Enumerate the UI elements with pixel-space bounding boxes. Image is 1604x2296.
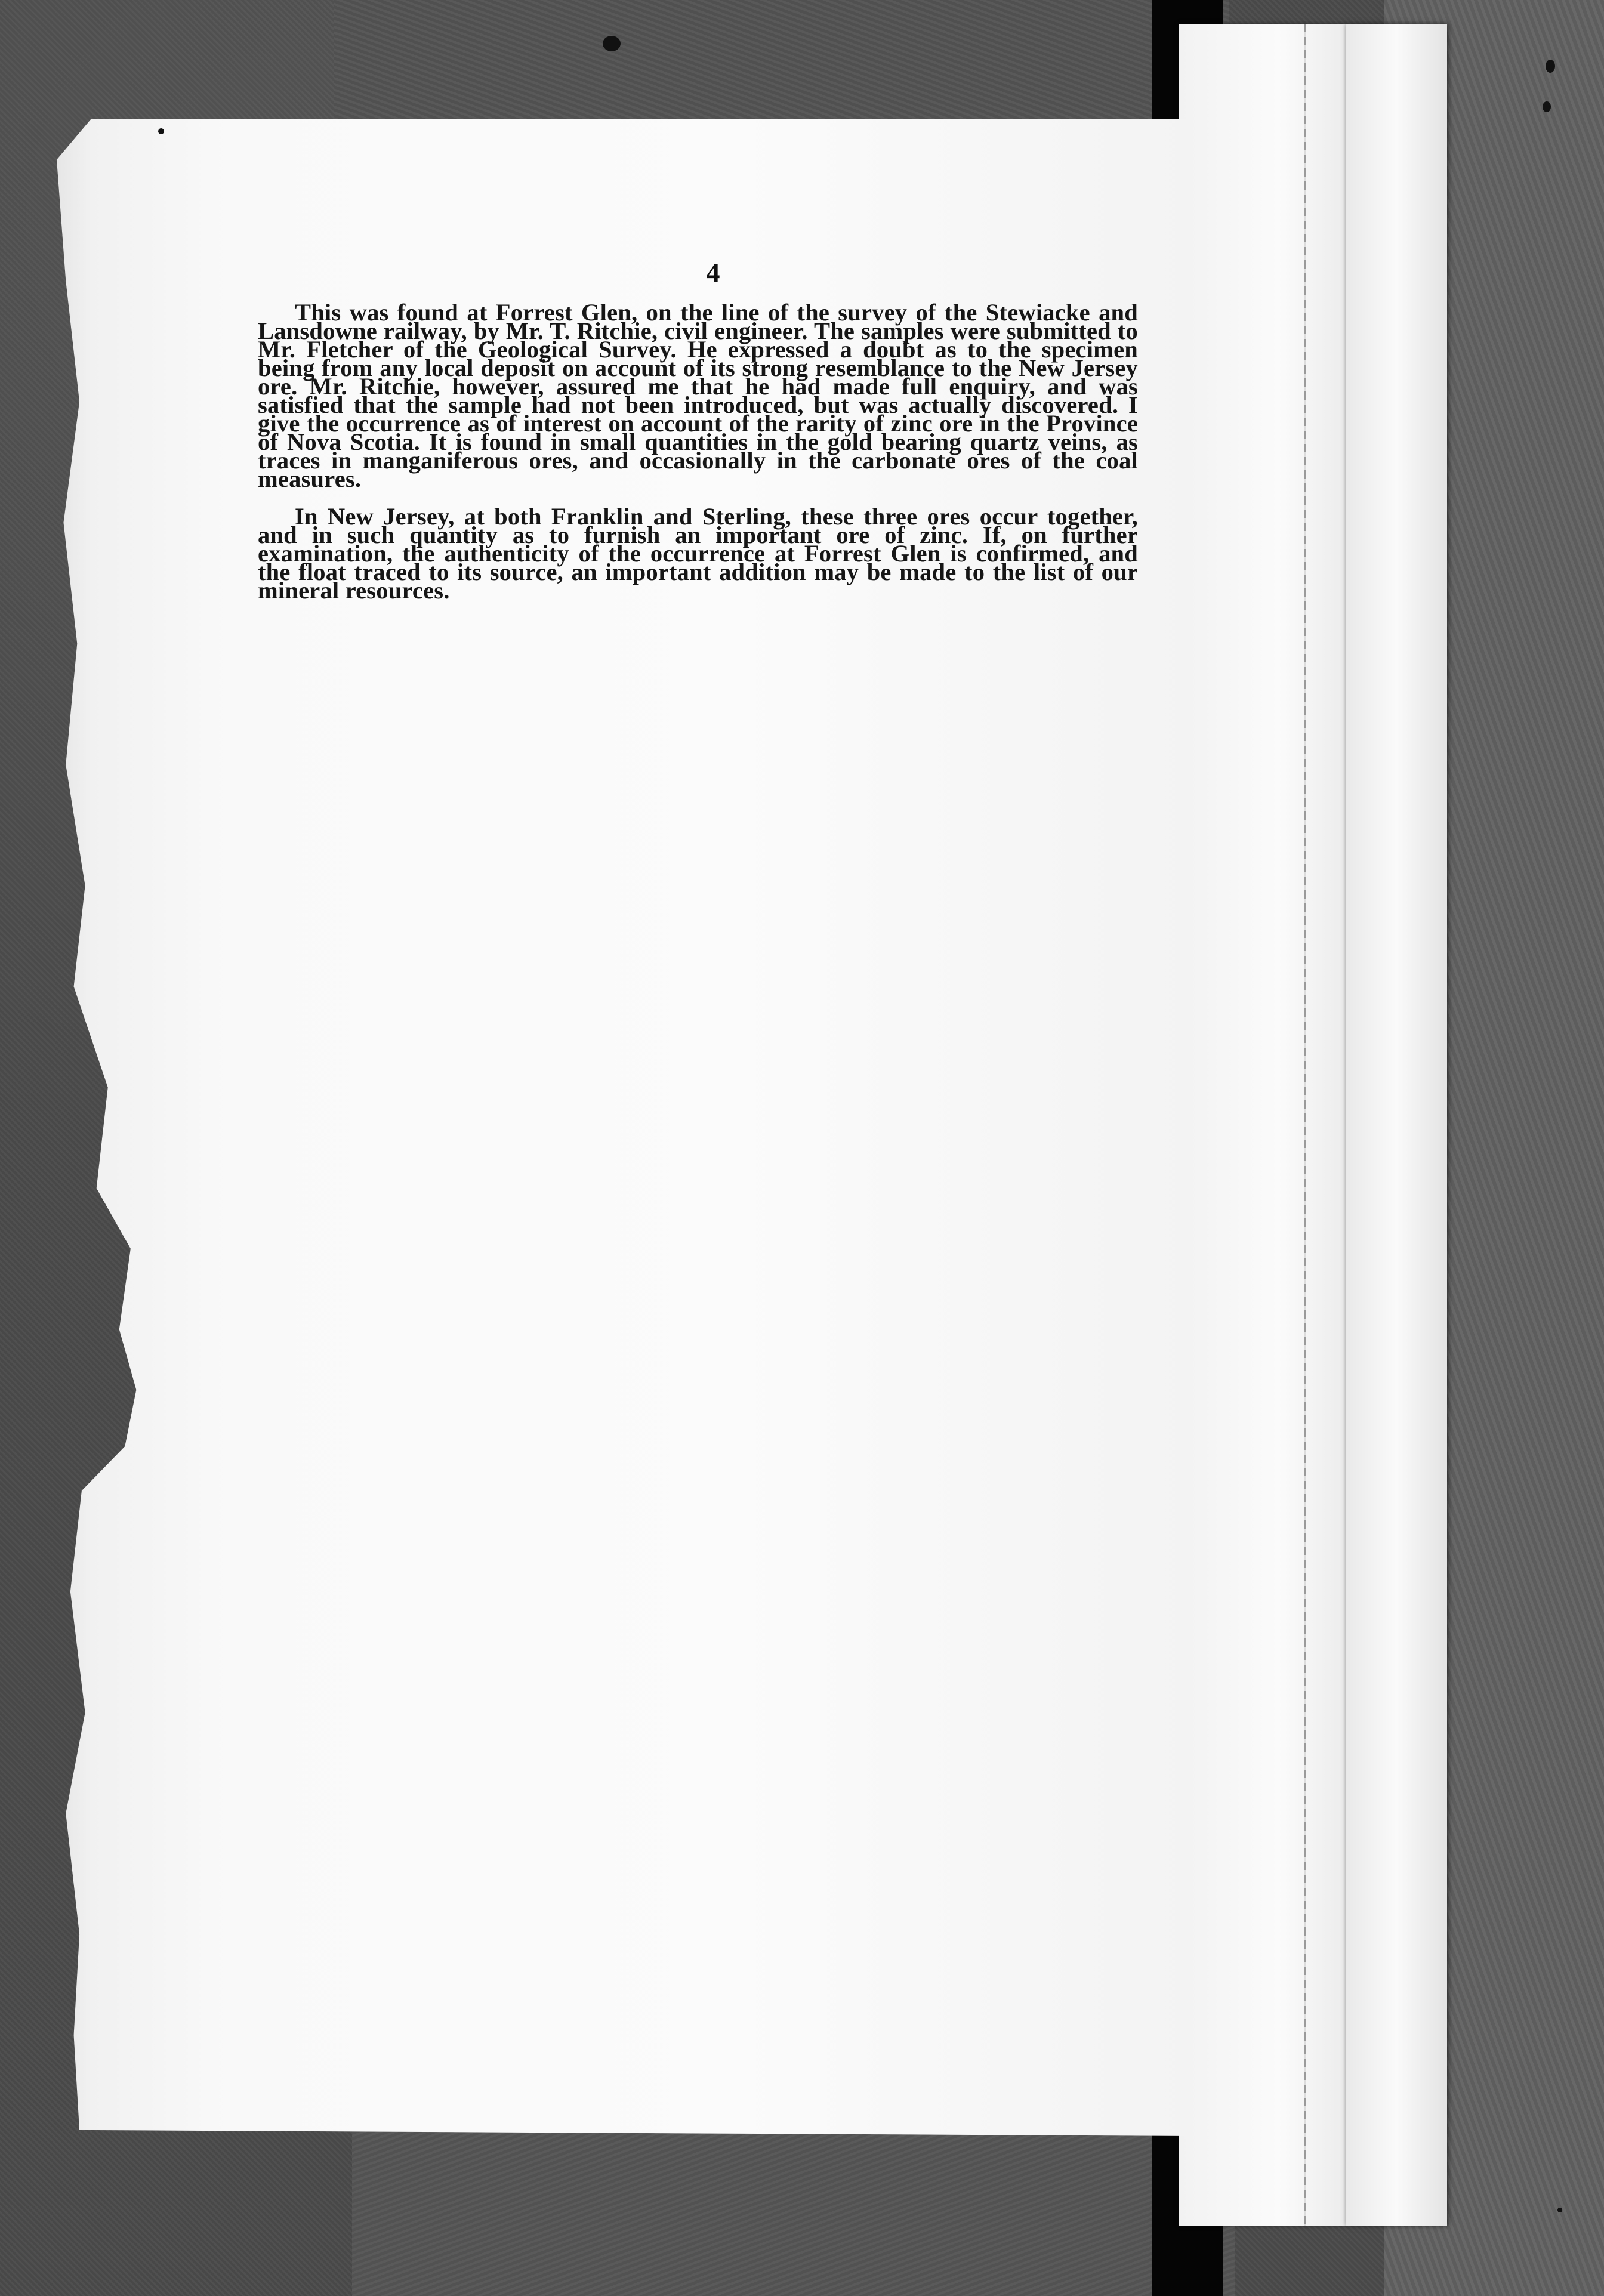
mounting-board-top xyxy=(334,0,1229,125)
paragraph-2-text: In New Jersey, at both Franklin and Sterling, these three ores occur together, and in such quantity as to furnish an important ore of zinc. If, on further examination, the authenticity of the occurrence at Forrest Glen is confirmed, and the float traced to its source, an important addition may be made to the list of our mineral resources. xyxy=(258,503,1138,604)
binding-strip-outer xyxy=(1346,24,1447,2226)
ink-speck xyxy=(158,128,164,134)
ink-speck xyxy=(1557,2208,1562,2212)
ink-speck xyxy=(1543,101,1551,112)
binding-strip-inner xyxy=(1179,24,1346,2226)
paragraph-1-text: This was found at Forrest Glen, on the line of the survey of the Stewiacke and Lansdowne railway, by Mr. T. Ritchie, civil engineer. The samples were submitted to Mr. Fletcher of the Geological Survey. He expressed a doubt as to the specimen being from any local deposit on account of its strong resemblance to the New Jersey ore. Mr. Ritchie, however, assured me that he had made full enquiry, and was satisfied that the sample had not been introduced, but was actually discovered. I give the occurrence as of interest on account of the rarity of zinc ore in the Province of Nova Scotia. It is found in small quantities in the gold bearing quartz veins, as traces in manganiferous ores, and occasionally in the carbonate ores of the coal measures. xyxy=(258,299,1138,492)
document-body xyxy=(258,299,1138,604)
ink-speck xyxy=(603,36,621,51)
page-number: 4 xyxy=(706,257,720,288)
ink-speck xyxy=(1546,60,1555,73)
paragraph-2 xyxy=(258,503,1138,604)
mounting-board-bottom xyxy=(352,2124,1235,2296)
paragraph-1 xyxy=(258,299,1138,492)
